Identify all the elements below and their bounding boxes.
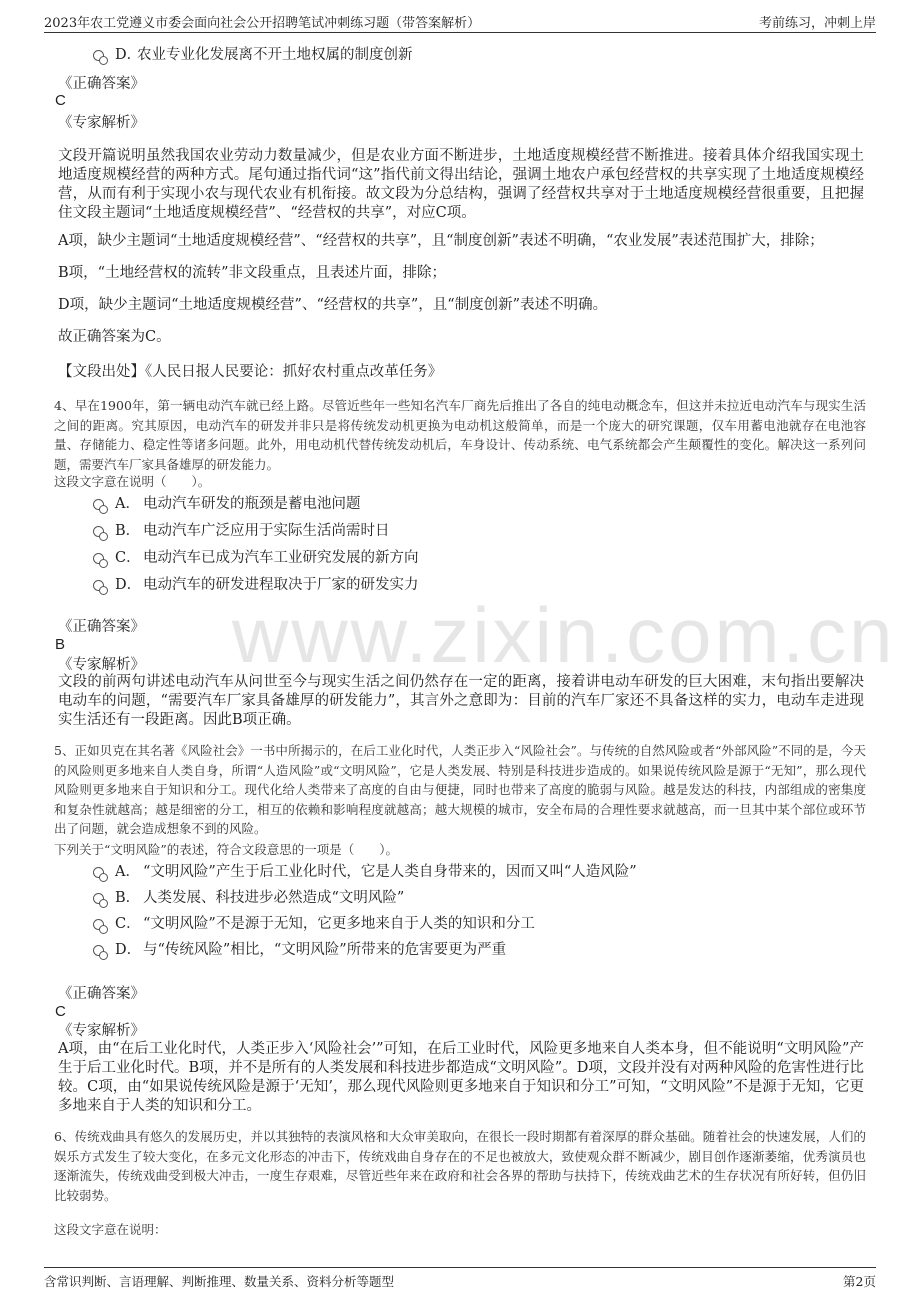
option-text: “文明风险”不是源于无知，它更多地来自于人类的知识和分工 xyxy=(143,916,535,932)
option-text: 电动汽车研发的瓶颈是蓄电池问题 xyxy=(143,496,361,512)
option-letter: B． xyxy=(115,523,141,539)
watermark: www.zixin.com.cn xyxy=(232,591,896,679)
q5-stem: 5、正如贝克在其名著《风险社会》一书中所揭示的，在后工业化时代，人类正步入“风险社会”。与传统的自然风险或者“外部风险”不同的是，今天的风险则更多地来自人类自身，所谓“人造风险”或“文明风险”，它是人类发展、特别是科技进步造成的。如果说传统风险是源于“无知”，那么现代风险则更多地来自于知识和分工。现代化给人类带来了高度的自由与便捷，同时也带来了高度的脆弱与风险。越是发达的科技，内部组成的密集度和复杂性就越高；越是细密的分工，相互的依赖和影响程度就越高；越大规模的城市，安全布局的合理性要求就越高，而一旦其中某个部位或环节出了问题，就会造成想象不到的风险。 xyxy=(54,743,866,836)
q3-analysis-d: D项，缺少主题词“土地适度规模经营”、“经营权的共享”，且“制度创新”表述不明确。 xyxy=(58,297,608,313)
q6-question: 这段文字意在说明： xyxy=(54,1222,167,1237)
page-footer xyxy=(44,1267,876,1292)
q3-analysis-b: B项，“土地经营权的流转”非文段重点，且表述片面，排除； xyxy=(58,265,446,281)
document-title: 2023年农工党遵义市委会面向社会公开招聘笔试冲刺练习题（带答案解析） xyxy=(44,16,481,31)
footer-topics: 含常识判断、言语理解、判断推理、数量关系、资料分析等题型 xyxy=(44,1274,395,1289)
radio-icon[interactable] xyxy=(93,553,104,564)
correct-answer: C xyxy=(55,92,66,109)
option-letter: A． xyxy=(115,496,140,512)
correct-answer: C xyxy=(55,1003,66,1020)
page-header xyxy=(44,10,876,33)
option-text: 电动汽车已成为汽车工业研究发展的新方向 xyxy=(143,550,419,566)
option-text: 电动汽车的研发进程取决于厂家的研发实力 xyxy=(143,577,419,593)
q6-stem: 6、传统戏曲具有悠久的发展历史，并以其独特的表演风格和大众审美取向，在很长一段时期都有着深厚的群众基础。随着社会的快速发展，人们的娱乐方式发生了较大变化，在多元文化形态的冲击下，传统戏曲自身存在的不足也被放大，致使观众群不断减少，剧目创作逐渐萎缩，优秀演员也逐渐流失，传统戏曲受到极大冲击，一度生存艰难，尽管近些年来在政府和社会各界的帮助与扶持下，传统戏曲艺术的生存状况有所好转，但仍旧比较弱势。 xyxy=(54,1129,866,1203)
correct-answer: B xyxy=(55,636,66,653)
q4-stem: 4、早在1900年，第一辆电动汽车就已经上路。尽管近些年一些知名汽车厂商先后推出了各自的纯电动概念车，但这并未拉近电动汽车与现实生活之间的距离。究其原因，电动汽车的研发并非只是将传统发动机更换为电动机这般简单，而是一个庞大的研究课题，仅车用蓄电池就存在电池容量、存储能力、稳定性等诸多问题。此外，用电动机代替传统发动机后，车身设计、传动系统、电气系统都会产生颠覆性的变化。解决这一系列问题，需要汽车厂家具备雄厚的研发能力。 xyxy=(54,398,866,472)
radio-icon[interactable] xyxy=(93,945,104,956)
q5-analysis: A项，由“在后工业化时代，人类正步入‘风险社会’”可知，在后工业时代，风险更多地来自人类本身，但不能说明“文明风险”产生于后工业化时代。B项，并不是所有的人类发展和科技进步都造成“文明风险”。D项，文段并没有对两种风险的危害性进行比较。C项，由“如果说传统风险是源于‘无知’，那么现代风险则更多地来自于知识和分工”可知，“文明风险”不是源于无知，它更多地来自于人类的知识和分工。 xyxy=(58,1041,864,1114)
option-letter: B． xyxy=(115,890,141,906)
option-text: 农业专业化发展离不开土地权属的制度创新 xyxy=(137,47,413,63)
q5-question: 下列关于“文明风险”的表述，符合文段意思的一项是（ ）。 xyxy=(54,842,399,857)
radio-icon[interactable] xyxy=(93,867,104,878)
q3-analysis-paragraph: 文段开篇说明虽然我国农业劳动力数量减少，但是农业方面不断进步，土地适度规模经营不断推进。接着具体介绍我国实现土地适度规模经营的两种方式。尾句通过指代词“这”指代前文得出结论，强调土地农户承包经营权的共享实现了土地适度规模经营，从而有利于实现小农与现代农业有机衔接。故文段为分总结构，强调了经营权共享对于土地适度规模经营很重要，且把握住文段主题词“土地适度规模经营”、“经营权的共享”，对应C项。 xyxy=(58,148,864,221)
answer-label: 《正确答案》 xyxy=(58,76,145,92)
option-text: 电动汽车广泛应用于实际生活尚需时日 xyxy=(143,523,390,539)
option-text: 人类发展、科技进步必然造成“文明风险” xyxy=(143,890,405,906)
radio-icon[interactable] xyxy=(93,526,104,537)
answer-label: 《正确答案》 xyxy=(58,986,145,1002)
option-letter: A． xyxy=(115,864,140,880)
option-letter: D． xyxy=(115,47,142,63)
radio-icon[interactable] xyxy=(93,50,104,61)
analysis-label: 《专家解析》 xyxy=(58,1023,145,1039)
header-slogan: 考前练习，冲刺上岸 xyxy=(758,16,876,31)
option-letter: D． xyxy=(115,942,142,958)
option-letter: C． xyxy=(115,550,141,566)
q3-analysis-a: A项，缺少主题词“土地适度规模经营”、“经营权的共享”，且“制度创新”表述不明确，“农业发展”表述范围扩大，排除； xyxy=(58,233,824,249)
q4-question: 这段文字意在说明（ ）。 xyxy=(54,474,211,489)
radio-icon[interactable] xyxy=(93,919,104,930)
radio-icon[interactable] xyxy=(93,893,104,904)
option-text: 与“传统风险”相比，“文明风险”所带来的危害要更为严重 xyxy=(143,942,507,958)
analysis-label: 《专家解析》 xyxy=(58,115,145,131)
q3-source: 【文段出处】《人民日报人民要论：抓好农村重点改革任务》 xyxy=(58,364,443,380)
q4-analysis: 文段的前两句讲述电动汽车从问世至今与现实生活之间仍然存在一定的距离，接着讲电动车研发的巨大困难，末句指出要解决电动车的问题，“需要汽车厂家具备雄厚的研发能力”，其言外之意即为：目前的汽车厂家还不具备这样的实力，电动车走进现实生活还有一段距离。因此B项正确。 xyxy=(58,674,864,728)
page-number: 第2页 xyxy=(843,1274,876,1289)
analysis-label: 《专家解析》 xyxy=(58,657,145,673)
option-letter: D． xyxy=(115,577,142,593)
radio-icon[interactable] xyxy=(93,499,104,510)
option-letter: C． xyxy=(115,916,141,932)
answer-label: 《正确答案》 xyxy=(58,619,145,635)
option-text: “文明风险”产生于后工业化时代，它是人类自身带来的，因而又叫“人造风险” xyxy=(143,864,637,880)
radio-icon[interactable] xyxy=(93,580,104,591)
q3-conclusion: 故正确答案为C。 xyxy=(58,329,171,345)
